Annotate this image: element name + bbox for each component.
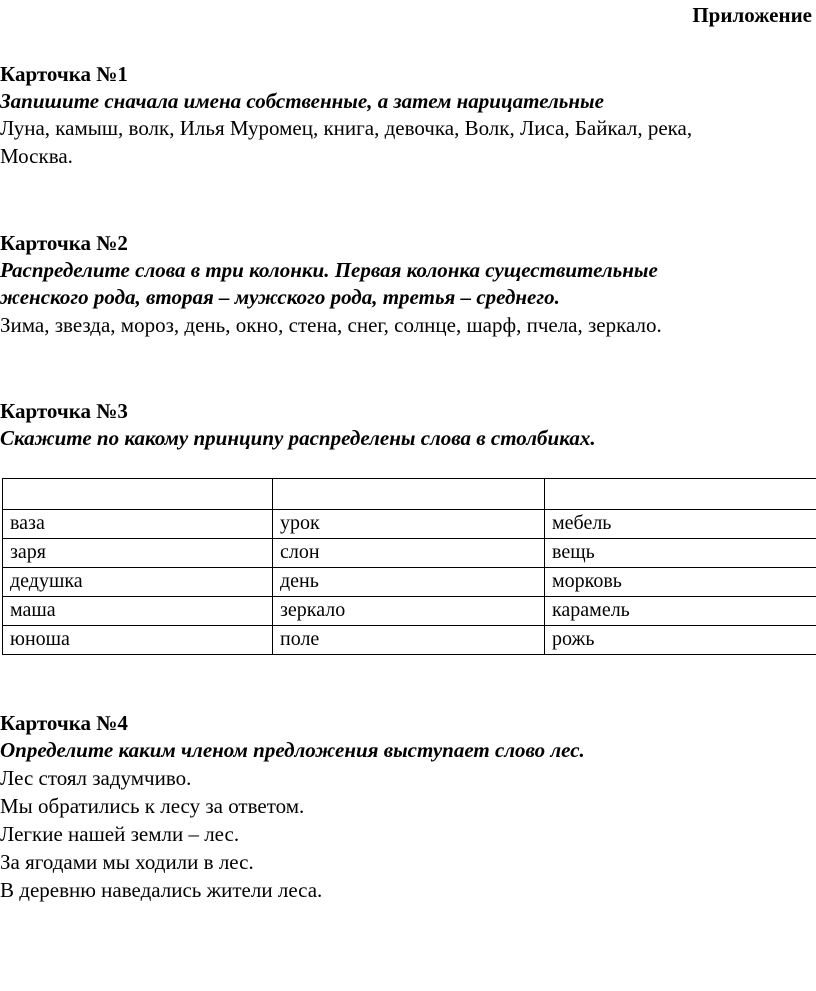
table-header-row — [3, 479, 816, 510]
table-cell: юноша — [3, 626, 273, 655]
table-cell: дедушка — [3, 568, 273, 597]
card3-task: Скажите по какому принципу распределены слова в столбиках. — [0, 426, 596, 450]
card4-task: Определите каким членом предложения выступает слово лес. — [0, 738, 585, 762]
card2-task-line: Распределите слова в три колонки. Первая колонка существительные — [0, 258, 658, 282]
card4-sentence: Лес стоял задумчиво. — [0, 766, 192, 790]
table-cell: урок — [273, 510, 545, 539]
table-row — [3, 568, 816, 597]
words-table — [2, 478, 816, 655]
table-row — [3, 539, 816, 568]
table-header-cell — [545, 479, 816, 510]
table-cell: ваза — [3, 510, 273, 539]
table-row — [3, 626, 816, 655]
page-header: Приложение — [692, 3, 812, 27]
card1-line: Москва. — [0, 144, 73, 168]
table-header-cell — [3, 479, 273, 510]
table-cell: мебель — [545, 510, 816, 539]
card1-task: Запишите сначала имена собственные, а затем нарицательные — [0, 89, 604, 113]
card4-sentence: За ягодами мы ходили в лес. — [0, 850, 254, 874]
card4-sentence: Мы обратились к лесу за ответом. — [0, 794, 305, 818]
table-cell: слон — [273, 539, 545, 568]
table-row — [3, 597, 816, 626]
card2-words: Зима, звезда, мороз, день, окно, стена, снег, солнце, шарф, пчела, зеркало. — [0, 313, 662, 337]
card2-task-line: женского рода, вторая – мужского рода, третья – среднего. — [0, 285, 560, 309]
card1-title: Карточка №1 — [0, 62, 128, 86]
table-cell: рожь — [545, 626, 816, 655]
table-cell: морковь — [545, 568, 816, 597]
table-cell: поле — [273, 626, 545, 655]
table-cell: вещь — [545, 539, 816, 568]
table-row — [3, 510, 816, 539]
table-cell: заря — [3, 539, 273, 568]
table-header-cell — [273, 479, 545, 510]
table-cell: карамель — [545, 597, 816, 626]
card1-line: Луна, камыш, волк, Илья Муромец, книга, девочка, Волк, Лиса, Байкал, река, — [0, 116, 693, 140]
table-cell: зеркало — [273, 597, 545, 626]
card4-title: Карточка №4 — [0, 711, 128, 735]
card4-sentence: В деревню наведались жители леса. — [0, 878, 323, 902]
card4-sentence: Легкие нашей земли – лес. — [0, 822, 240, 846]
table-cell: день — [273, 568, 545, 597]
table-cell: маша — [3, 597, 273, 626]
card2-title: Карточка №2 — [0, 231, 128, 255]
card3-title: Карточка №3 — [0, 399, 128, 423]
